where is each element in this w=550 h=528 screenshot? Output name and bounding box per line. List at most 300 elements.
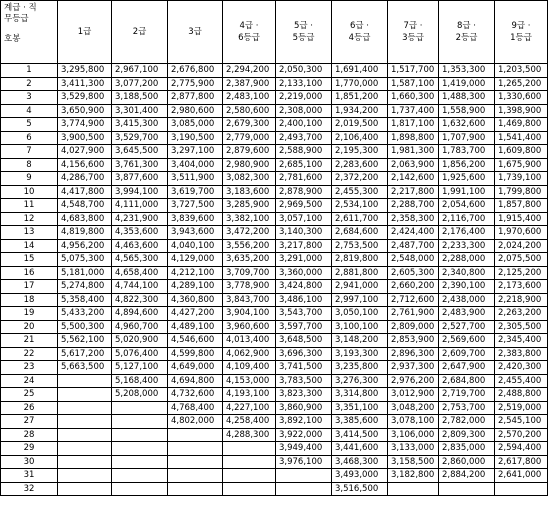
salary-cell: 4,768,400 <box>168 401 223 415</box>
salary-cell: 3,650,900 <box>58 104 112 118</box>
salary-cell: 2,684,800 <box>439 374 495 388</box>
empty-cell <box>112 415 168 429</box>
salary-cell: 4,427,200 <box>168 307 223 321</box>
salary-cell: 3,976,100 <box>276 455 332 469</box>
salary-cell: 2,233,300 <box>439 239 495 253</box>
salary-cell: 1,541,400 <box>495 131 548 145</box>
salary-cell: 3,783,500 <box>276 374 332 388</box>
table-row <box>1 266 548 280</box>
salary-cell: 2,390,100 <box>439 280 495 294</box>
table-row <box>1 131 548 145</box>
table-row <box>1 172 548 186</box>
salary-cell: 2,753,700 <box>439 401 495 415</box>
salary-cell: 3,188,500 <box>112 91 168 105</box>
salary-cell: 3,133,000 <box>388 442 439 456</box>
empty-cell <box>58 455 112 469</box>
step-number-cell: 21 <box>1 334 58 348</box>
salary-cell: 2,054,600 <box>439 199 495 213</box>
salary-cell: 3,468,300 <box>332 455 388 469</box>
step-number-cell: 29 <box>1 442 58 456</box>
empty-cell <box>439 482 495 496</box>
salary-cell: 2,779,000 <box>223 131 276 145</box>
empty-cell <box>58 374 112 388</box>
salary-cell: 2,116,700 <box>439 212 495 226</box>
salary-cell: 2,967,100 <box>112 64 168 78</box>
table-row <box>1 293 548 307</box>
salary-cell: 2,488,800 <box>495 388 548 402</box>
salary-cell: 2,570,200 <box>495 428 548 442</box>
table-row <box>1 428 548 442</box>
table-row <box>1 212 548 226</box>
column-header <box>168 1 223 64</box>
salary-cell: 5,500,300 <box>58 320 112 334</box>
salary-cell: 1,799,800 <box>495 185 548 199</box>
salary-cell: 2,400,100 <box>276 118 332 132</box>
salary-cell: 3,994,100 <box>112 185 168 199</box>
salary-cell: 1,856,200 <box>439 158 495 172</box>
salary-cell: 1,925,600 <box>439 172 495 186</box>
salary-cell: 2,420,300 <box>495 361 548 375</box>
salary-cell: 1,737,400 <box>388 104 439 118</box>
step-number-cell: 18 <box>1 293 58 307</box>
header-row <box>1 1 548 64</box>
table-row <box>1 374 548 388</box>
step-number-cell: 1 <box>1 64 58 78</box>
salary-cell: 3,158,500 <box>388 455 439 469</box>
salary-cell: 3,529,700 <box>112 131 168 145</box>
salary-cell: 3,727,500 <box>168 199 223 213</box>
table-row <box>1 347 548 361</box>
salary-cell: 1,609,800 <box>495 145 548 159</box>
salary-cell: 3,301,400 <box>112 104 168 118</box>
salary-cell: 2,075,500 <box>495 253 548 267</box>
salary-cell: 2,142,600 <box>388 172 439 186</box>
empty-cell <box>223 469 276 483</box>
salary-cell: 2,219,000 <box>276 91 332 105</box>
salary-cell: 5,020,900 <box>112 334 168 348</box>
step-number-cell: 26 <box>1 401 58 415</box>
salary-cell: 4,289,100 <box>168 280 223 294</box>
salary-cell: 2,383,800 <box>495 347 548 361</box>
salary-cell: 2,605,300 <box>388 266 439 280</box>
table-row <box>1 185 548 199</box>
salary-cell: 3,960,600 <box>223 320 276 334</box>
salary-cell: 2,969,500 <box>276 199 332 213</box>
salary-cell: 3,106,000 <box>388 428 439 442</box>
salary-cell: 1,353,300 <box>439 64 495 78</box>
salary-cell: 2,569,600 <box>439 334 495 348</box>
step-number-cell: 17 <box>1 280 58 294</box>
salary-cell: 3,949,400 <box>276 442 332 456</box>
salary-cell: 2,125,200 <box>495 266 548 280</box>
column-header-line2: 1등급 <box>510 33 532 43</box>
salary-cell: 4,565,300 <box>112 253 168 267</box>
salary-cell: 3,892,100 <box>276 415 332 429</box>
salary-cell: 2,685,100 <box>276 158 332 172</box>
salary-cell: 3,597,700 <box>276 320 332 334</box>
salary-cell: 2,878,900 <box>276 185 332 199</box>
salary-cell: 4,193,100 <box>223 388 276 402</box>
salary-cell: 2,879,600 <box>223 145 276 159</box>
salary-cell: 2,438,000 <box>439 293 495 307</box>
salary-cell: 3,048,200 <box>388 401 439 415</box>
salary-cell: 1,857,800 <box>495 199 548 213</box>
empty-cell <box>168 469 223 483</box>
salary-cell: 2,548,000 <box>388 253 439 267</box>
salary-cell: 4,286,700 <box>58 172 112 186</box>
salary-cell: 3,556,200 <box>223 239 276 253</box>
step-number-cell: 12 <box>1 212 58 226</box>
salary-cell: 4,894,600 <box>112 307 168 321</box>
salary-cell: 3,648,500 <box>276 334 332 348</box>
salary-cell: 2,176,400 <box>439 226 495 240</box>
salary-cell: 1,934,200 <box>332 104 388 118</box>
table-body <box>1 64 548 496</box>
salary-cell: 4,956,200 <box>58 239 112 253</box>
step-number-cell: 19 <box>1 307 58 321</box>
salary-cell: 3,415,300 <box>112 118 168 132</box>
salary-cell: 2,980,600 <box>168 104 223 118</box>
empty-cell <box>112 428 168 442</box>
salary-cell: 3,057,100 <box>276 212 332 226</box>
table-row <box>1 158 548 172</box>
column-header-line1: 3급 <box>188 27 202 37</box>
step-number-cell: 16 <box>1 266 58 280</box>
step-number-cell: 4 <box>1 104 58 118</box>
empty-cell <box>223 455 276 469</box>
salary-cell: 2,997,100 <box>332 293 388 307</box>
salary-cell: 4,822,300 <box>112 293 168 307</box>
empty-cell <box>223 442 276 456</box>
salary-cell: 3,709,700 <box>223 266 276 280</box>
salary-cell: 5,168,400 <box>112 374 168 388</box>
step-number-cell: 32 <box>1 482 58 496</box>
step-number-cell: 20 <box>1 320 58 334</box>
salary-cell: 4,802,000 <box>168 415 223 429</box>
salary-cell: 5,181,000 <box>58 266 112 280</box>
salary-cell: 2,063,900 <box>388 158 439 172</box>
column-header-line1: 1급 <box>77 27 92 37</box>
empty-cell <box>112 469 168 483</box>
salary-cell: 1,770,000 <box>332 77 388 91</box>
salary-cell: 2,617,800 <box>495 455 548 469</box>
empty-cell <box>168 442 223 456</box>
table-row <box>1 334 548 348</box>
salary-cell: 5,127,100 <box>112 361 168 375</box>
empty-cell <box>112 455 168 469</box>
salary-cell: 2,195,300 <box>332 145 388 159</box>
salary-cell: 3,839,600 <box>168 212 223 226</box>
salary-cell: 3,411,300 <box>58 77 112 91</box>
salary-cell: 3,190,500 <box>168 131 223 145</box>
salary-cell: 4,353,600 <box>112 226 168 240</box>
salary-cell: 1,898,800 <box>388 131 439 145</box>
salary-cell: 4,960,700 <box>112 320 168 334</box>
salary-cell: 1,991,100 <box>439 185 495 199</box>
salary-cell: 2,487,700 <box>388 239 439 253</box>
table-row <box>1 145 548 159</box>
empty-cell <box>58 428 112 442</box>
salary-cell: 4,732,600 <box>168 388 223 402</box>
salary-cell: 3,778,900 <box>223 280 276 294</box>
empty-cell <box>168 428 223 442</box>
salary-cell: 5,617,200 <box>58 347 112 361</box>
step-number-cell: 27 <box>1 415 58 429</box>
salary-cell: 3,082,300 <box>223 172 276 186</box>
empty-cell <box>112 442 168 456</box>
salary-cell: 4,231,900 <box>112 212 168 226</box>
salary-cell: 2,493,700 <box>276 131 332 145</box>
salary-cell: 5,208,000 <box>112 388 168 402</box>
salary-cell: 2,819,800 <box>332 253 388 267</box>
column-header <box>112 1 168 64</box>
salary-cell: 3,385,600 <box>332 415 388 429</box>
table-row <box>1 307 548 321</box>
salary-cell: 4,360,800 <box>168 293 223 307</box>
table-row <box>1 442 548 456</box>
column-header-line1: 4급 · <box>239 21 259 31</box>
salary-cell: 3,314,800 <box>332 388 388 402</box>
salary-cell: 1,970,600 <box>495 226 548 240</box>
salary-cell: 4,258,400 <box>223 415 276 429</box>
corner-label-grade: 무등급 <box>4 14 29 24</box>
salary-cell: 1,851,200 <box>332 91 388 105</box>
salary-cell: 2,641,000 <box>495 469 548 483</box>
salary-cell: 2,647,900 <box>439 361 495 375</box>
salary-cell: 1,265,200 <box>495 77 548 91</box>
salary-cell: 2,217,800 <box>388 185 439 199</box>
salary-cell: 4,744,100 <box>112 280 168 294</box>
salary-cell: 2,050,300 <box>276 64 332 78</box>
step-number-cell: 9 <box>1 172 58 186</box>
salary-cell: 2,712,600 <box>388 293 439 307</box>
empty-cell <box>58 388 112 402</box>
salary-cell: 2,519,000 <box>495 401 548 415</box>
empty-cell <box>168 455 223 469</box>
salary-cell: 2,753,500 <box>332 239 388 253</box>
salary-cell: 1,587,100 <box>388 77 439 91</box>
salary-cell: 2,019,500 <box>332 118 388 132</box>
salary-cell: 3,078,100 <box>388 415 439 429</box>
salary-cell: 4,212,100 <box>168 266 223 280</box>
empty-cell <box>58 442 112 456</box>
empty-cell <box>168 482 223 496</box>
table-row <box>1 199 548 213</box>
salary-cell: 1,707,900 <box>439 131 495 145</box>
table-row <box>1 320 548 334</box>
salary-cell: 3,543,700 <box>276 307 332 321</box>
salary-cell: 2,835,000 <box>439 442 495 456</box>
salary-cell: 5,433,200 <box>58 307 112 321</box>
salary-cell: 2,372,200 <box>332 172 388 186</box>
salary-cell: 5,663,500 <box>58 361 112 375</box>
salary-cell: 2,809,300 <box>439 428 495 442</box>
salary-cell: 4,489,100 <box>168 320 223 334</box>
salary-cell: 3,904,100 <box>223 307 276 321</box>
salary-cell: 3,100,100 <box>332 320 388 334</box>
salary-cell: 1,691,400 <box>332 64 388 78</box>
table-row <box>1 415 548 429</box>
table-row <box>1 280 548 294</box>
salary-cell: 4,153,000 <box>223 374 276 388</box>
step-number-cell: 3 <box>1 91 58 105</box>
step-number-cell: 28 <box>1 428 58 442</box>
salary-cell: 4,013,400 <box>223 334 276 348</box>
salary-cell: 3,645,500 <box>112 145 168 159</box>
salary-cell: 4,111,000 <box>112 199 168 213</box>
salary-cell: 5,274,800 <box>58 280 112 294</box>
empty-cell <box>223 482 276 496</box>
salary-cell: 4,288,300 <box>223 428 276 442</box>
step-number-cell: 14 <box>1 239 58 253</box>
salary-cell: 3,900,500 <box>58 131 112 145</box>
salary-cell: 2,308,000 <box>276 104 332 118</box>
column-header-line1: 7급 · <box>403 21 423 31</box>
corner-label-rank: 계급 · 직 <box>4 3 37 13</box>
salary-cell: 2,173,600 <box>495 280 548 294</box>
salary-cell: 3,193,300 <box>332 347 388 361</box>
salary-cell: 3,877,600 <box>112 172 168 186</box>
salary-cell: 2,106,400 <box>332 131 388 145</box>
salary-cell: 4,027,900 <box>58 145 112 159</box>
salary-cell: 4,819,800 <box>58 226 112 240</box>
salary-cell: 2,877,800 <box>168 91 223 105</box>
salary-cell: 3,529,800 <box>58 91 112 105</box>
salary-cell: 3,635,200 <box>223 253 276 267</box>
salary-cell: 1,660,300 <box>388 91 439 105</box>
salary-cell: 3,472,200 <box>223 226 276 240</box>
salary-cell: 3,235,800 <box>332 361 388 375</box>
salary-cell: 3,843,700 <box>223 293 276 307</box>
table-row <box>1 455 548 469</box>
step-number-cell: 22 <box>1 347 58 361</box>
empty-cell <box>388 482 439 496</box>
salary-cell: 3,516,500 <box>332 482 388 496</box>
empty-cell <box>276 469 332 483</box>
salary-cell: 3,295,800 <box>58 64 112 78</box>
salary-cell: 2,358,300 <box>388 212 439 226</box>
salary-cell: 3,511,900 <box>168 172 223 186</box>
salary-cell: 2,853,900 <box>388 334 439 348</box>
step-number-cell: 8 <box>1 158 58 172</box>
table-row <box>1 239 548 253</box>
salary-cell: 2,218,900 <box>495 293 548 307</box>
column-header <box>58 1 112 64</box>
column-header-line1: 8급 · <box>456 21 477 31</box>
salary-cell: 2,580,600 <box>223 104 276 118</box>
column-header-line2: 3등급 <box>402 33 424 43</box>
salary-cell: 5,358,400 <box>58 293 112 307</box>
table-row <box>1 401 548 415</box>
step-number-cell: 15 <box>1 253 58 267</box>
salary-cell: 2,455,400 <box>495 374 548 388</box>
salary-cell: 2,782,000 <box>439 415 495 429</box>
salary-cell: 4,546,600 <box>168 334 223 348</box>
salary-cell: 2,761,900 <box>388 307 439 321</box>
salary-cell: 2,545,100 <box>495 415 548 429</box>
salary-cell: 3,291,000 <box>276 253 332 267</box>
salary-cell: 2,884,200 <box>439 469 495 483</box>
salary-cell: 2,719,700 <box>439 388 495 402</box>
salary-cell: 2,860,000 <box>439 455 495 469</box>
salary-cell: 4,129,000 <box>168 253 223 267</box>
table-row <box>1 77 548 91</box>
column-header-line2: 6등급 <box>238 33 260 43</box>
salary-cell: 2,387,900 <box>223 77 276 91</box>
salary-cell: 3,012,900 <box>388 388 439 402</box>
table-row <box>1 482 548 496</box>
step-number-cell: 2 <box>1 77 58 91</box>
empty-cell <box>276 482 332 496</box>
salary-cell: 2,288,000 <box>439 253 495 267</box>
salary-cell: 3,823,300 <box>276 388 332 402</box>
empty-cell <box>58 415 112 429</box>
empty-cell <box>495 482 548 496</box>
salary-cell: 3,774,900 <box>58 118 112 132</box>
salary-cell: 3,077,200 <box>112 77 168 91</box>
salary-cell: 5,076,400 <box>112 347 168 361</box>
step-number-cell: 7 <box>1 145 58 159</box>
empty-cell <box>58 482 112 496</box>
salary-cell: 2,483,100 <box>223 91 276 105</box>
step-number-cell: 24 <box>1 374 58 388</box>
salary-cell: 2,594,400 <box>495 442 548 456</box>
salary-cell: 3,441,600 <box>332 442 388 456</box>
salary-cell: 1,981,300 <box>388 145 439 159</box>
salary-cell: 4,649,000 <box>168 361 223 375</box>
salary-cell: 1,817,100 <box>388 118 439 132</box>
salary-cell: 1,675,900 <box>495 158 548 172</box>
salary-cell: 2,937,300 <box>388 361 439 375</box>
table-row <box>1 469 548 483</box>
salary-cell: 4,417,800 <box>58 185 112 199</box>
salary-cell: 3,860,900 <box>276 401 332 415</box>
table-row <box>1 253 548 267</box>
salary-cell: 4,156,600 <box>58 158 112 172</box>
salary-cell: 2,294,200 <box>223 64 276 78</box>
empty-cell <box>112 401 168 415</box>
column-header-line1: 5급 · <box>293 21 314 31</box>
salary-cell: 4,463,600 <box>112 239 168 253</box>
salary-cell: 1,469,800 <box>495 118 548 132</box>
empty-cell <box>58 469 112 483</box>
corner-header-cell <box>1 1 58 64</box>
column-header-line1: 2급 <box>132 27 147 37</box>
salary-cell: 4,227,100 <box>223 401 276 415</box>
step-number-cell: 11 <box>1 199 58 213</box>
salary-cell: 4,040,100 <box>168 239 223 253</box>
salary-cell: 3,217,800 <box>276 239 332 253</box>
salary-cell: 1,739,100 <box>495 172 548 186</box>
salary-cell: 3,619,700 <box>168 185 223 199</box>
salary-cell: 3,424,800 <box>276 280 332 294</box>
salary-cell: 2,684,600 <box>332 226 388 240</box>
column-header <box>388 1 439 64</box>
column-header <box>332 1 388 64</box>
column-header <box>223 1 276 64</box>
column-header <box>276 1 332 64</box>
salary-cell: 1,203,500 <box>495 64 548 78</box>
step-number-cell: 30 <box>1 455 58 469</box>
salary-cell: 3,085,000 <box>168 118 223 132</box>
salary-cell: 4,599,800 <box>168 347 223 361</box>
salary-cell: 3,351,100 <box>332 401 388 415</box>
salary-cell: 2,283,600 <box>332 158 388 172</box>
salary-cell: 1,419,000 <box>439 77 495 91</box>
salary-cell: 2,527,700 <box>439 320 495 334</box>
salary-cell: 2,455,300 <box>332 185 388 199</box>
column-header-line2: 2등급 <box>455 33 478 43</box>
